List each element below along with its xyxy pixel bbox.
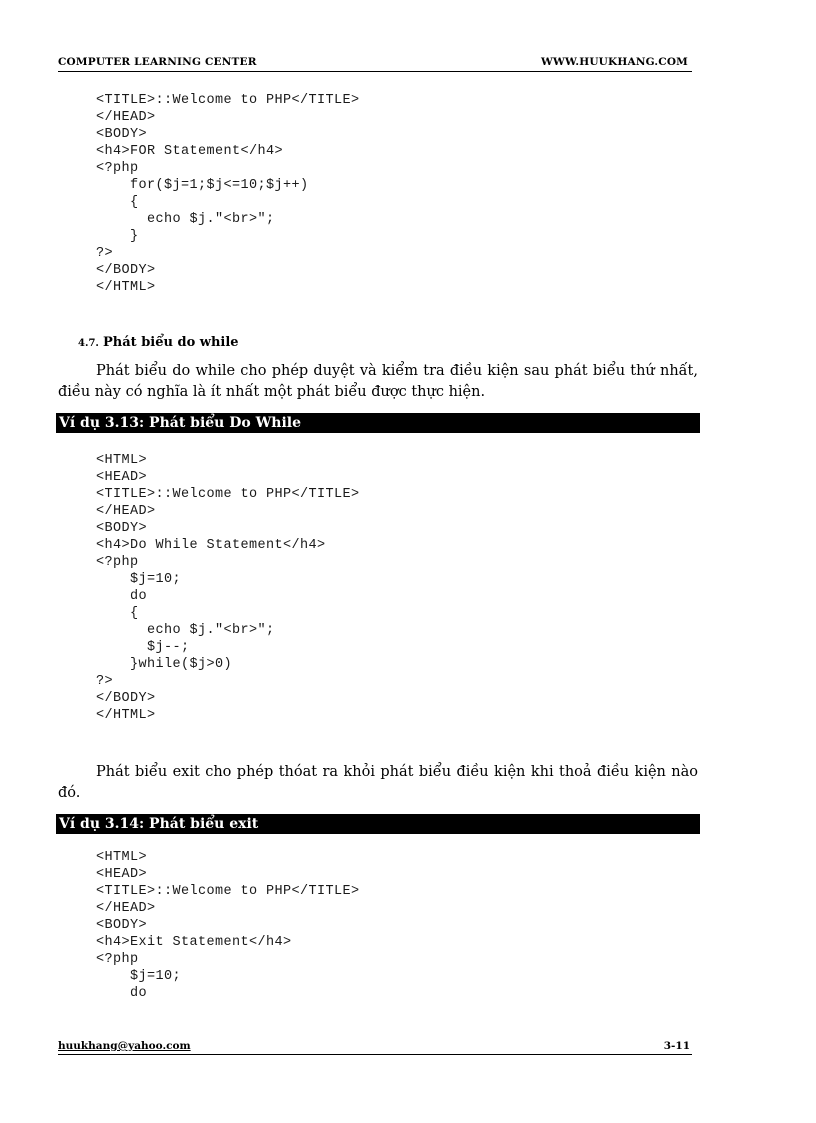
paragraph-do-while: Phát biểu do while cho phép duyệt và kiểm tra điều kiện sau phát biểu thứ nhất, điều này có nghĩa là ít nhất một phát biểu được thực hiện. xyxy=(58,363,698,400)
header-left-text: COMPUTER LEARNING CENTER xyxy=(58,56,257,68)
section-number: 4.7. xyxy=(78,338,99,349)
example-title-bar: Ví dụ 3.14: Phát biểu exit xyxy=(56,814,700,834)
page-number: 3-11 xyxy=(663,1040,690,1052)
section-heading xyxy=(78,335,239,350)
paragraph-exit: Phát biểu exit cho phép thóat ra khỏi phát biểu điều kiện khi thoả điều kiện nào đó. xyxy=(58,764,698,801)
section-title: Phát biểu do while xyxy=(103,335,239,350)
footer-email: huukhang@yahoo.com xyxy=(58,1040,191,1052)
page-footer xyxy=(58,1040,692,1055)
page-header xyxy=(58,56,692,72)
code-block-exit: <HTML> <HEAD> <TITLE>::Welcome to PHP</TITLE> </HEAD> <BODY> <h4>Exit Statement</h4> <?php $j=10; do xyxy=(96,850,360,1001)
example-title-bar: Ví dụ 3.13: Phát biểu Do While xyxy=(56,413,700,433)
code-block-do-while: <HTML> <HEAD> <TITLE>::Welcome to PHP</TITLE> </HEAD> <BODY> <h4>Do While Statement</h4> <?php $j=10; do { echo $j."<br>"; $j--; }while($j>0) ?> </BODY> </HTML> xyxy=(96,453,360,723)
header-right-text: WWW.HUUKHANG.COM xyxy=(541,56,688,68)
code-block-for-statement: <TITLE>::Welcome to PHP</TITLE> </HEAD> <BODY> <h4>FOR Statement</h4> <?php for($j=1;$j<=10;$j++) { echo $j."<br>"; } ?> </BODY> </HTML> xyxy=(96,93,360,295)
